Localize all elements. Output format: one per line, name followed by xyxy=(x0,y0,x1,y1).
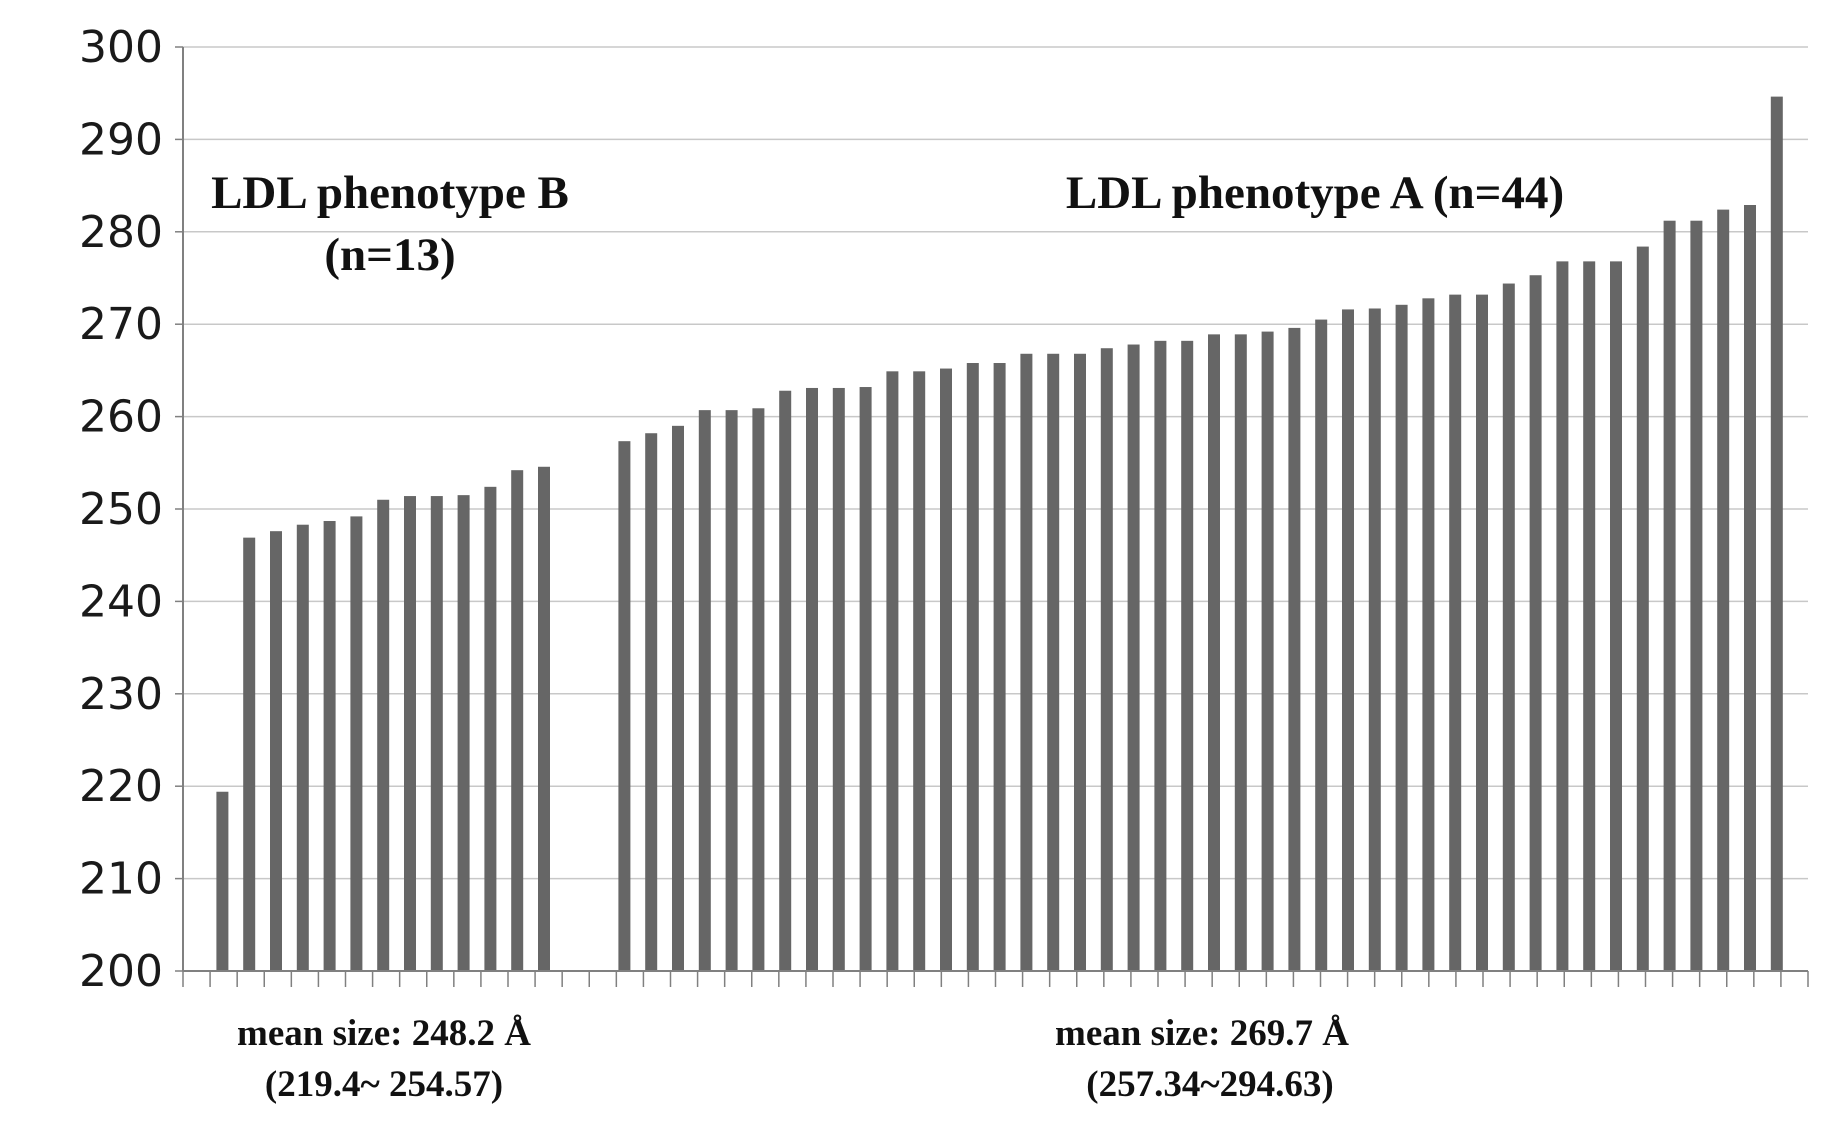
bar-phenotype-a-12 xyxy=(913,371,925,971)
bar-phenotype-a-2 xyxy=(645,433,657,971)
bar-phenotype-a-28 xyxy=(1342,309,1354,971)
y-axis-ticks xyxy=(79,22,183,997)
bar-phenotype-a-21 xyxy=(1154,341,1166,971)
y-tick-label-260: 260 xyxy=(79,391,163,443)
bar-phenotype-a-10 xyxy=(860,387,872,971)
bar-phenotype-a-14 xyxy=(967,363,979,971)
y-tick-label-290: 290 xyxy=(79,114,163,166)
bar-phenotype-a-17 xyxy=(1047,354,1059,971)
bar-phenotype-a-38 xyxy=(1610,261,1622,971)
bar-phenotype-a-22 xyxy=(1181,341,1193,971)
bar-phenotype-a-15 xyxy=(994,363,1006,971)
group-b-title: LDL phenotype B xyxy=(211,167,569,219)
bar-phenotype-a-18 xyxy=(1074,354,1086,971)
bar-phenotype-a-41 xyxy=(1690,221,1702,971)
bar-phenotype-b-10 xyxy=(458,495,470,971)
bar-phenotype-a-3 xyxy=(672,426,684,971)
bar-phenotype-a-6 xyxy=(752,408,764,971)
bar-phenotype-a-43 xyxy=(1744,205,1756,971)
bar-phenotype-a-40 xyxy=(1664,221,1676,971)
bar-phenotype-b-4 xyxy=(297,525,309,971)
bar-phenotype-a-19 xyxy=(1101,348,1113,971)
y-tick-label-200: 200 xyxy=(79,946,163,997)
bar-phenotype-b-2 xyxy=(243,538,255,971)
y-tick-label-270: 270 xyxy=(79,299,163,351)
bar-phenotype-b-6 xyxy=(350,516,362,971)
bar-phenotype-a-33 xyxy=(1476,295,1488,971)
bar-phenotype-a-34 xyxy=(1503,284,1515,971)
group-b-range: (219.4~ 254.57) xyxy=(264,1064,504,1105)
bar-phenotype-b-9 xyxy=(431,496,443,971)
bar-phenotype-a-36 xyxy=(1556,261,1568,971)
bar-phenotype-a-30 xyxy=(1396,305,1408,971)
bar-phenotype-a-35 xyxy=(1530,275,1542,971)
bar-phenotype-a-37 xyxy=(1583,261,1595,971)
bar-phenotype-a-32 xyxy=(1449,295,1461,971)
y-tick-label-240: 240 xyxy=(79,576,163,628)
group-b-count: (n=13) xyxy=(324,229,456,281)
bar-phenotype-a-4 xyxy=(699,410,711,971)
bar-phenotype-b-13 xyxy=(538,467,550,971)
y-tick-label-250: 250 xyxy=(79,484,163,535)
bar-phenotype-a-5 xyxy=(726,410,738,971)
bar-phenotype-b-8 xyxy=(404,496,416,971)
bar-phenotype-b-12 xyxy=(511,470,523,971)
group-a-range: (257.34~294.63) xyxy=(1086,1064,1334,1105)
bar-phenotype-a-16 xyxy=(1020,354,1032,971)
y-tick-label-230: 230 xyxy=(79,668,163,720)
group-a-mean-size: mean size: 269.7 Å xyxy=(1055,1013,1349,1054)
bar-phenotype-a-7 xyxy=(779,391,791,971)
group-b-mean-size: mean size: 248.2 Å xyxy=(237,1013,531,1054)
bar-phenotype-a-11 xyxy=(886,371,898,971)
group-a-title: LDL phenotype A (n=44) xyxy=(1065,167,1565,219)
y-tick-label-210: 210 xyxy=(79,853,163,905)
bar-phenotype-b-5 xyxy=(324,521,336,971)
bar-phenotype-a-26 xyxy=(1288,328,1300,971)
bar-phenotype-a-25 xyxy=(1262,332,1274,971)
bar-phenotype-a-39 xyxy=(1637,247,1649,971)
bar-phenotype-b-11 xyxy=(484,487,496,971)
bar-phenotype-a-44 xyxy=(1771,97,1783,971)
bar-phenotype-a-1 xyxy=(618,441,630,971)
bar-phenotype-b-7 xyxy=(377,500,389,971)
bar-phenotype-a-27 xyxy=(1315,320,1327,971)
bar-phenotype-a-20 xyxy=(1128,345,1140,971)
bars xyxy=(216,97,1782,971)
bar-phenotype-a-8 xyxy=(806,388,818,971)
bar-phenotype-a-42 xyxy=(1717,210,1729,971)
bar-phenotype-a-9 xyxy=(833,388,845,971)
bar-phenotype-b-3 xyxy=(270,531,282,971)
bar-phenotype-a-29 xyxy=(1369,308,1381,971)
bar-phenotype-b-1 xyxy=(216,792,228,971)
bar-phenotype-a-23 xyxy=(1208,334,1220,971)
bar-phenotype-a-24 xyxy=(1235,334,1247,971)
y-tick-label-280: 280 xyxy=(79,206,163,258)
y-tick-label-220: 220 xyxy=(79,761,163,813)
bar-phenotype-a-13 xyxy=(940,369,952,971)
y-tick-label-300: 300 xyxy=(79,22,163,73)
bar-phenotype-a-31 xyxy=(1422,298,1434,971)
